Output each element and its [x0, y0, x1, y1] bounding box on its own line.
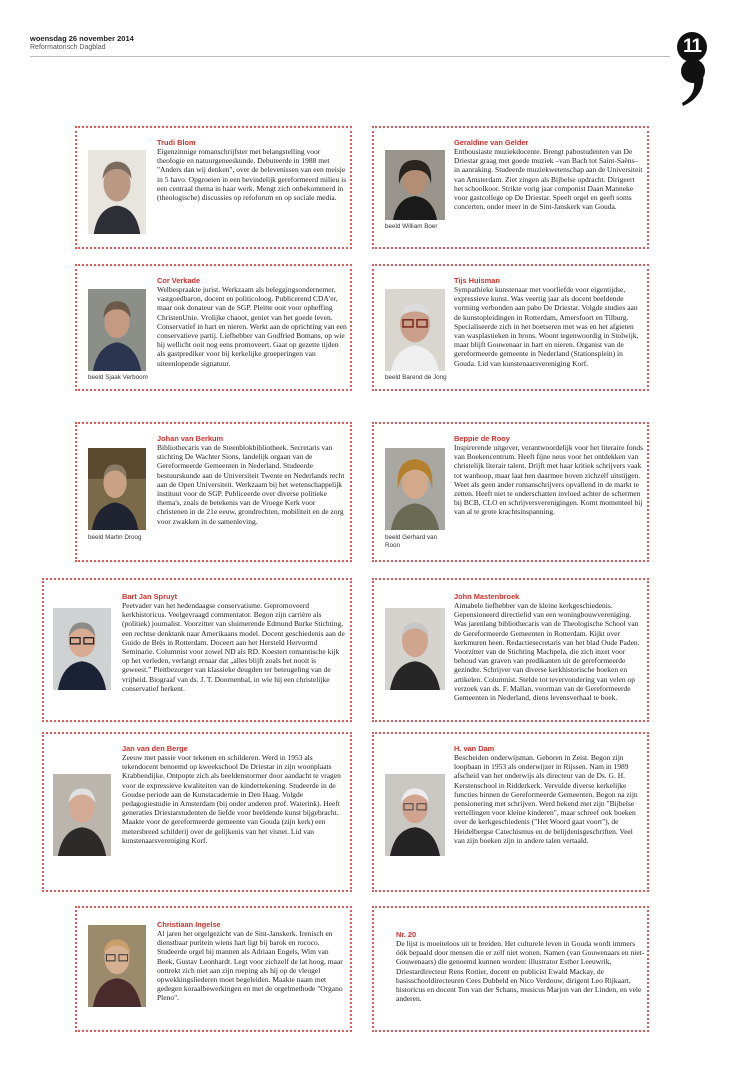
- person-name: Geraldine van Gelder: [454, 138, 529, 147]
- portrait-photo: [385, 774, 445, 856]
- person-name: Bart Jan Spruyt: [122, 592, 178, 601]
- person-name: H. van Dam: [454, 744, 495, 753]
- person-bio: Bibliothecaris van de Steenblokbibliotheek. Secretaris van stichting De Wachter Sions, landelijk orgaan van de Gereformeerde Gemeenten in Nederland. Studeerde bestuurskunde aan de Universiteit Twente en Nederlands recht aan de Open Universiteit. Werkzaam bij het wetenschappelijk instituut voor de SGP. Publiceerde over diverse politieke thema's, zoals de betekenis van de Vroege Kerk voor christenen in de 21e eeuw, grondrechten, mobiliteit en de zorg voor zwakken in de samenleving.: [157, 443, 345, 526]
- portrait-photo: [385, 289, 445, 371]
- profile-card: [75, 906, 352, 1032]
- portrait-photo: [385, 448, 445, 530]
- portrait-photo: [88, 150, 146, 234]
- page-number: 11: [677, 32, 707, 62]
- person-name: Johan van Berkum: [157, 434, 224, 443]
- masthead: [30, 34, 670, 64]
- photo-credit: beeld Barend de Jong: [385, 374, 447, 381]
- profile-card: [372, 126, 649, 249]
- person-bio: Enthousiaste muziekdocente. Brengt pabostudenten van De Driestar graag met goede muziek –van Bach tot Saint-Saëns– in aanraking. Studeerde muziekwetenschap aan de Universiteit van Amsterdam. Ziet zingen als Bijbelse opdracht. Dirigeert het schoolkoor. Strikte vorig jaar componist Daan Manneke voor gastcollege op De Driestar. Speelt orgel en geeft soms concerten, onder meer in de Sint-Janskerk van Gouda.: [454, 147, 643, 212]
- person-name: Christiaan Ingelse: [157, 920, 221, 929]
- header-rule: [30, 56, 670, 57]
- person-name: Nr. 20: [396, 930, 417, 939]
- person-bio: Sympathieke kunstenaar met voorliefde voor eigentijdse, expressieve kunst. Was veertig jaar als docent beeldende vorming verbonden aan pabo De Driestar. Volgde studies aan de kunstopleidingen in Rotterdam, Amersfoort en Tilburg. Specialiseerde zich in het boetseren met was en het afgieten van wasplastieken in brons. Woont tegenwoordig in Stolwijk, maar blijft Gouwenaar in hart en nieren. Organist van de gereformeerde gemeente in Nederland (Stationsplein) in Gouda. Lid van kunstenaarsvereniging Korf.: [454, 285, 639, 368]
- profile-card: [75, 422, 352, 562]
- photo-credit: beeld William Boer: [385, 223, 438, 230]
- person-name: Jan van den Berge: [122, 744, 188, 753]
- profile-card: [75, 126, 352, 249]
- profile-card: [372, 578, 649, 722]
- profile-card: [372, 422, 649, 562]
- person-bio: Bescheiden onderwijsman. Geboren in Zeist. Begon zijn loopbaan in 1953 als onderwijzer in Rijssen. Nam in 1989 afscheid van het onderwijs als directeur van de Ds. G. H. Kerstenschool in Ridderkerk. Vervulde diverse kerkelijke functies binnen de Gereformeerde Gemeenten. Begon na zijn pensionering met schrijven. Werd bekend met zijn "Bijbelse vertellingen voor kleine kinderen", maar schreef ook boeken over de kerkgeschiedenis ("Het Woord gaat voort"), de Heidelbergse Catechismus en de belijdenisgeschriften. Veel van zijn boeken zijn in andere talen vertaald.: [454, 753, 638, 845]
- person-name: Tijs Huisman: [454, 276, 500, 285]
- person-bio: Eigenzinnige romanschrijfster met belangstelling voor theologie en natuurgeneeskunde. Debuteerde in 1988 met "Anders dan wij denken", over de belevenissen van een meisje in 5 havo. Opgroeien in een bevindelijk gereformeerd milieu is een centraal thema in haar werk. Mengt zich onbekommerd in (theologische) discussies op refoforum en op sociale media.: [157, 147, 347, 203]
- person-bio: Welbespraakte jurist. Werkzaam als beleggingsondernemer, vastgoedbaron, docent en politicoloog. Publicerend CDA'er, maar ook donateur van de SGP. Pleitte ooit voor opheffing ChristenUnie. Vrolijke chaoot, geniet van het goede leven. Conservatief in hart en nieren. Werkt aan de oprichting van een conservatieve partij. Liefhebber van Godfried Bomans, op wie hij wellicht ooit nog eens promoveert. Gaat op gezette tijden als gastprediker voor bij kerkelijke groeperingen van uiteenlopende signatuur.: [157, 285, 347, 368]
- person-bio: Zeeuw met passie voor tekenen en schilderen. Werd in 1953 als tekendocent benoemd op kweekschool De Driestar in zijn woonplaats Krabbendijke. Ontpopte zich als beeldenstormer door aandacht te vragen voor de expressieve kwaliteiten van de kindertekening. Studeerde in de Goudse periode aan de Kunstacademie in Den Haag. Volgde pedagogiestudie in Amsterdam (bij onder anderen prof. Waterink). Heeft generaties Driestarstudenten de liefde voor beeldende kunst bijgebracht. Maakte voor de gereformeerde gemeente van Gouda (zijn kerk) een metersbreed schilderij over de gelijkenis van het visnet. Lid van kunstenaarsvereniging Korf.: [122, 753, 341, 845]
- person-name: Beppie de Rooy: [454, 434, 510, 443]
- profile-card: [42, 732, 352, 892]
- portrait-photo: [53, 774, 111, 856]
- person-name: Cor Verkade: [157, 276, 201, 285]
- comma-icon: [679, 58, 707, 108]
- profile-card: [372, 264, 649, 391]
- person-bio: Al jaren het orgelgezicht van de Sint-Janskerk. Irenisch en dienstbaar puritein wiens hart ligt bij barok en rococo. Studeerde orgel bij mannen als Adriaan Engels, Wim van Beek, Gustav Leonhardt. Legt voor zichzelf de lat hoog, maar onttrekt zich niet aan zijn roeping als hij op de vleugel opwekkingsliederen moet begeleiden. Maakte naam met gedegen koraalbewerkingen en met de orgelmethode "Organo Pleno".: [157, 929, 343, 1003]
- photo-credit: beeld Sjaak Verboom: [88, 374, 148, 381]
- portrait-photo: [385, 150, 445, 220]
- portrait-photo: [88, 448, 146, 530]
- profile-card: [372, 732, 649, 892]
- profile-card: [75, 264, 352, 391]
- portrait-photo: [88, 289, 146, 371]
- newspaper-name: Reformatorisch Dagblad: [30, 44, 106, 51]
- person-name: John Mastenbroek: [454, 592, 520, 601]
- portrait-photo: [88, 925, 146, 1007]
- photo-credit: beeld Martin Droog: [88, 534, 142, 541]
- person-bio: De lijst is moeiteloos uit te breiden. Het culturele leven in Gouda wordt immers óók bepaald door mensen die er zelf niet wonen. Namen (van Gouwenaars en niet-Gouwenaars) die genoemd kunnen worden: illustrator Esther Leeuwrik, Driestardirecteur Rens Rottier, docent en publicist Ewald Mackay, de basisschooldirecteuren Cees Dubbeld en Nico Verdouw, dirigent Leo Rijkaart, historicus en docent Ton van der Schans, musicus Marjon van der Linden, en vele anderen.: [396, 939, 645, 1004]
- portrait-photo: [385, 608, 445, 690]
- person-bio: Inspirerende uitgever, verantwoordelijk voor het literaire fonds van Boekencentrum. Heeft fijne neus voor het ontdekken van christelijk literair talent. Drijft met haar kritiek schrijvers vaak tot wanhoop, maar laat hen daarmee boven zichzelf uitstijgen. Weet als geen ander romanschrijvers opvallend in de markt te zetten. Heeft niet te onderschatten invloed achter de schermen bij BCB, CLO en schrijversverenigingen. Komt momenteel bij van al te grote krachtsinspanning.: [454, 443, 644, 517]
- person-bio: Aimabele liefhebber van de kleine kerkgeschiedenis. Gepensioneerd directielid van een woningbouwvereniging. Was jarenlang bibliothecaris van de Theologische School van de Gereformeerde Gemeenten in Rotterdam. Kijkt over kerkmuren heen. Redactiesecretaris van het blad Oude Paden. Voorzitter van de Stichting Machpela, die zich inzet voor behoud van graven van predikanten uit de gereformeerde gezindte. Schrijver van diverse kerkhistorische boeken en artikelen. Columnist. Stelde tot tevervondering van velen op verzoek van ds. F. Mallan, voorman van de Gereformeerde Gemeenten in Nederland, diens levensverhaal te boek.: [454, 601, 640, 703]
- photo-credit: beeld Gerhard van Roon: [385, 534, 438, 549]
- person-bio: Peetvader van het hedendaagse conservatisme. Gepromoveerd kerkhistoricus. Veelgevraagd commentator. Begon zijn carrière als (politiek) journalist. Voorzitter van sluimerende Edmund Burke Stichting, een rechtse denktank naar Amerikaans model. Docent geschiedenis aan de Guido de Brès in Rotterdam. Doceert aan het Hersteld Hervormd Seminarie. Columnist voor zowel ND als RD. Koestert romantische kijk op het verleden, verlangt ernaar dat „alles blijft zoals het nooit is geweest.” Pleitbezorger van klassieke deugden ter beteugeling van de vrijheid. Biograaf van ds. J. T. Doornenbal, in wie hij een christelijke conservatief herkent.: [122, 601, 345, 693]
- profile-card: [372, 906, 649, 1032]
- person-name: Trudi Blom: [157, 138, 196, 147]
- profile-card: [42, 578, 352, 722]
- portrait-photo: [53, 608, 111, 690]
- issue-date: woensdag 26 november 2014: [30, 34, 134, 43]
